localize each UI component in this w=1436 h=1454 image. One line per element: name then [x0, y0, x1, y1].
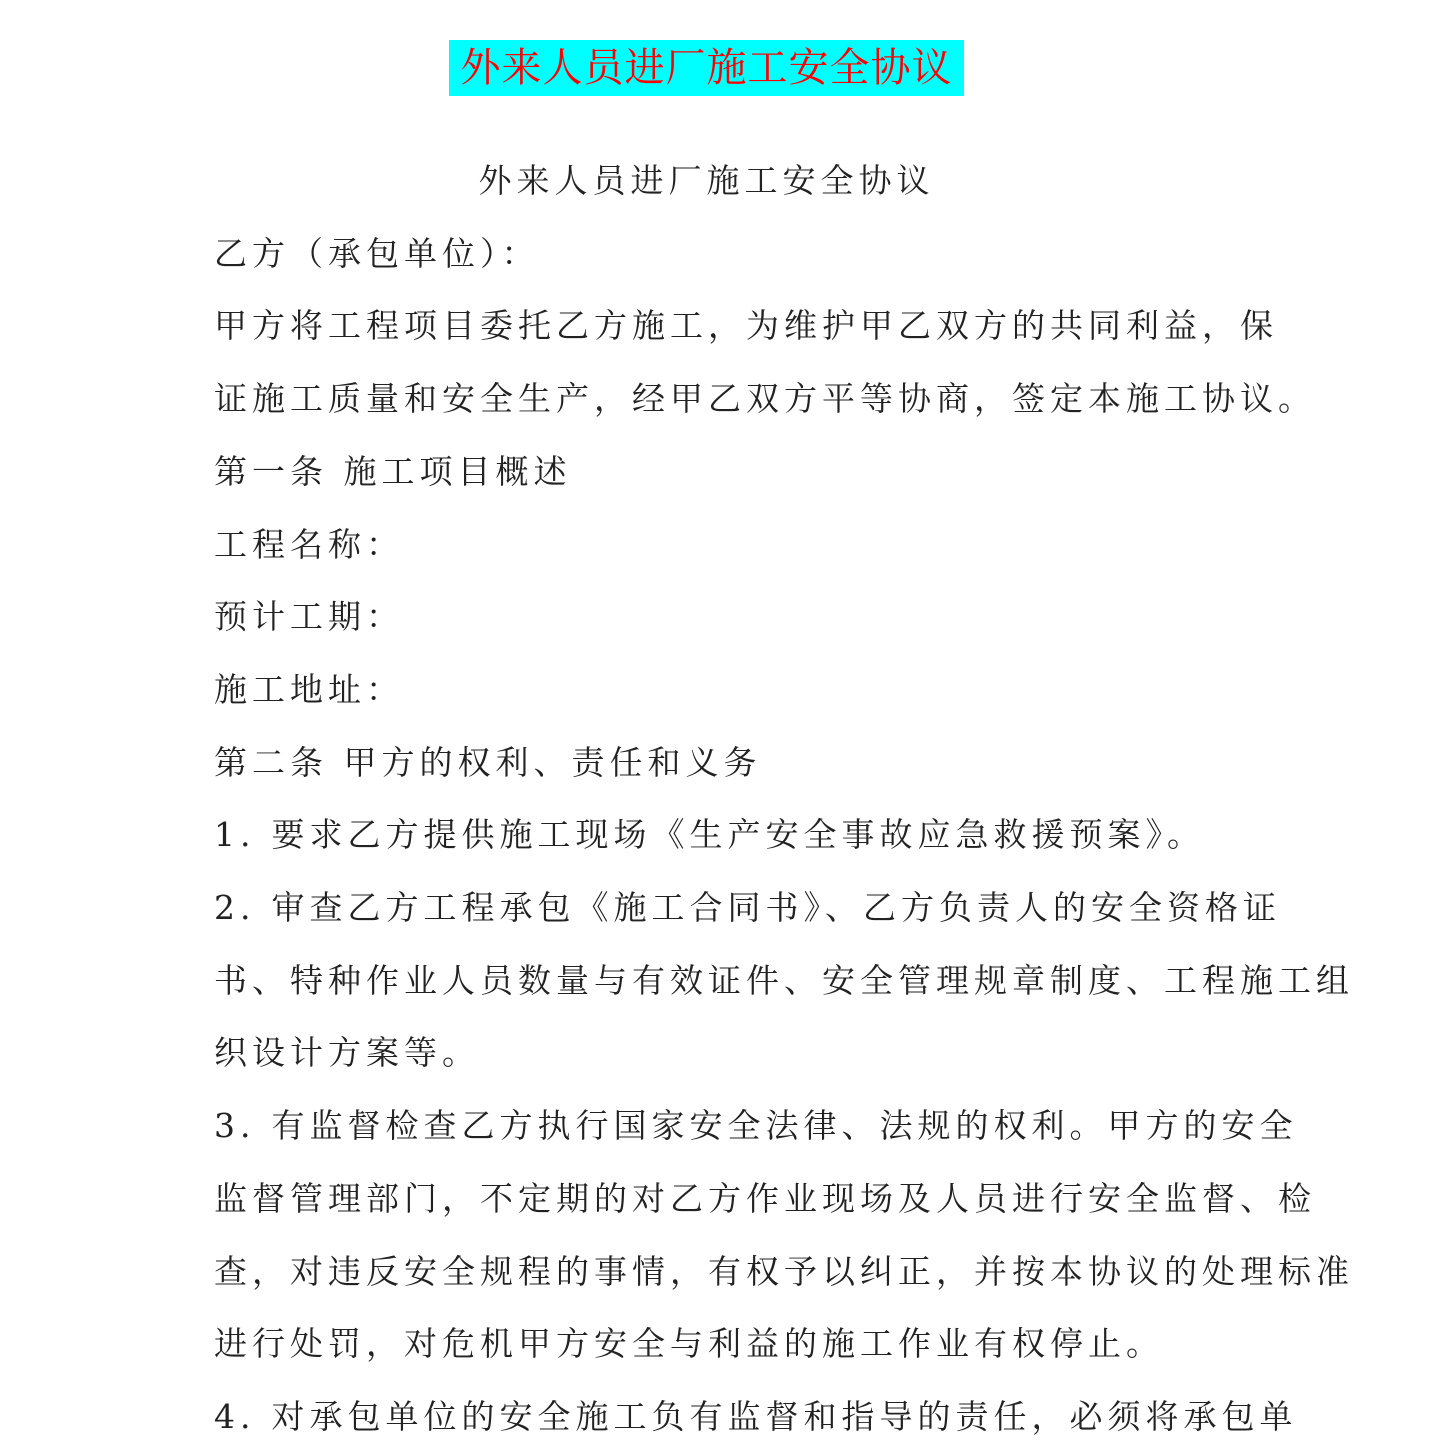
intro-line: 证施工质量和安全生产，经甲乙双方平等协商，签定本施工协议。 — [214, 379, 1316, 419]
project-name-label: 工程名称： — [214, 524, 404, 564]
article2-heading: 第二条 甲方的权利、责任和义务 — [214, 742, 762, 782]
article1-heading: 第一条 施工项目概述 — [214, 451, 572, 491]
item-line: 织设计方案等。 — [214, 1033, 480, 1073]
item-line: 进行处罚，对危机甲方安全与利益的施工作业有权停止。 — [214, 1324, 1164, 1364]
item-number: 1. — [214, 815, 256, 855]
banner-title: 外来人员进厂施工安全协议 — [449, 40, 964, 96]
item-line: 查，对违反安全规程的事情，有权予以纠正，并按本协议的处理标准 — [214, 1251, 1354, 1291]
article2-item-3 — [134, 1090, 1354, 1381]
item-number: 3. — [214, 1106, 256, 1146]
item-line: 监督管理部门，不定期的对乙方作业现场及人员进行安全监督、检 — [214, 1178, 1316, 1218]
article2-item-1 — [134, 799, 1279, 872]
party-b-label: 乙方（承包单位）： — [214, 233, 540, 273]
duration-label: 预计工期： — [214, 597, 404, 637]
article2-item-2 — [134, 872, 1354, 1090]
item-text: 审查乙方工程承包《施工合同书》、乙方负责人的安全资格证 — [271, 888, 1281, 928]
address-label: 施工地址： — [214, 669, 404, 709]
article2-item-4 — [134, 1381, 1298, 1454]
item-line — [134, 872, 1279, 945]
item-line — [134, 1381, 1298, 1454]
item-text: 对承包单位的安全施工负有监督和指导的责任，必须将承包单 — [271, 1396, 1298, 1436]
document-title: 外来人员进厂施工安全协议 — [478, 161, 935, 200]
item-text: 要求乙方提供施工现场《生产安全事故应急救援预案》。 — [271, 815, 1205, 855]
item-line — [134, 1090, 1298, 1163]
item-number: 2. — [214, 888, 256, 928]
intro-paragraph — [134, 290, 1316, 435]
item-line — [134, 799, 1279, 872]
item-line: 书、特种作业人员数量与有效证件、安全管理规章制度、工程施工组 — [214, 960, 1354, 1000]
item-text: 有监督检查乙方执行国家安全法律、法规的权利。甲方的安全 — [271, 1106, 1298, 1146]
item-number: 4. — [214, 1396, 256, 1436]
intro-line: 甲方将工程项目委托乙方施工，为维护甲乙双方的共同利益，保 — [214, 306, 1278, 346]
document-body — [134, 145, 1354, 1454]
